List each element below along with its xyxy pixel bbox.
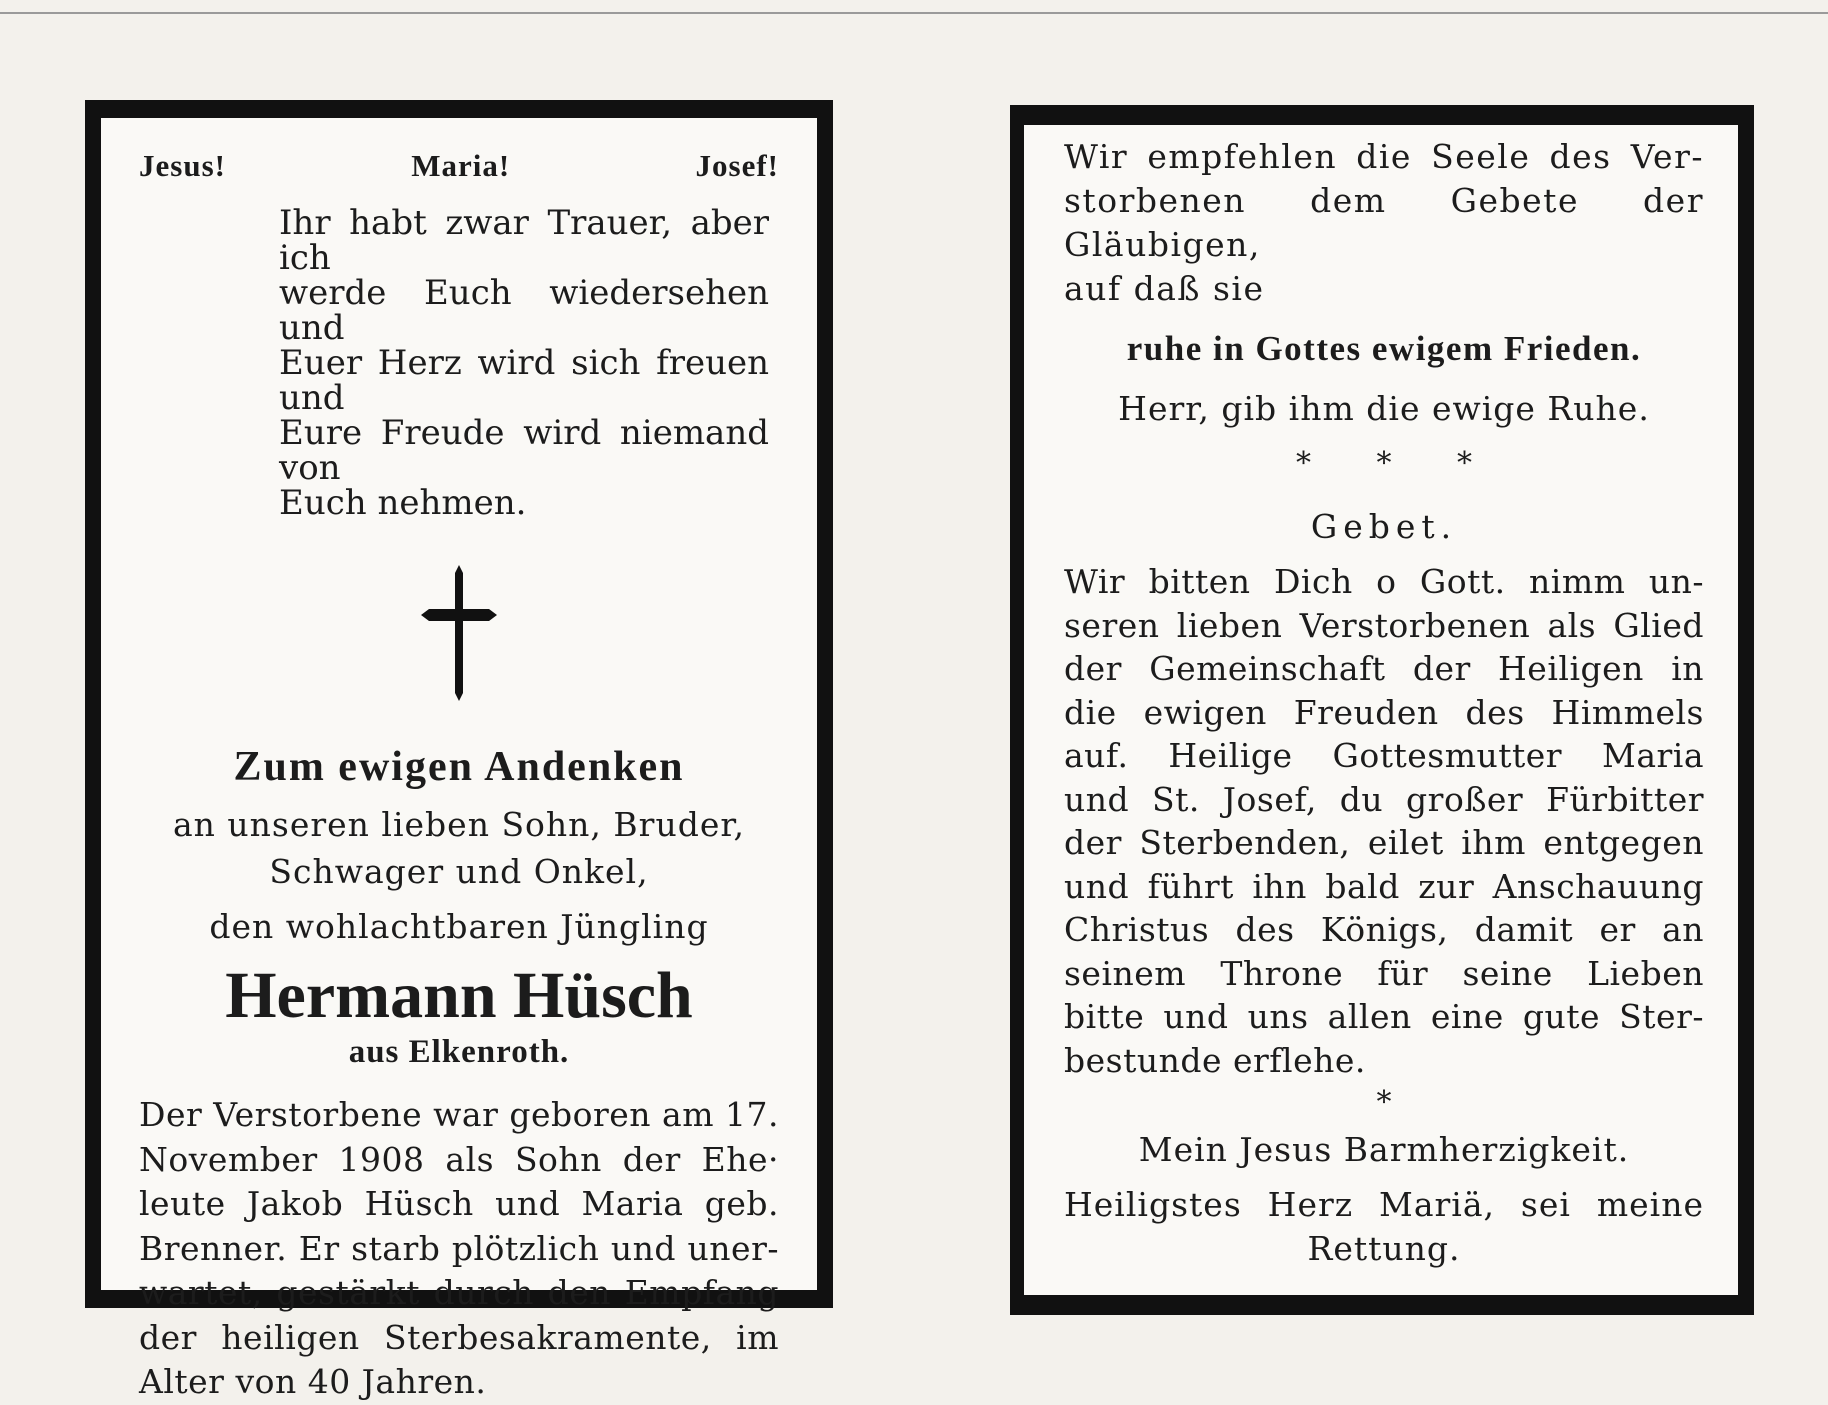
prayer-line: der Gemeinschaft der Heiligen in [1064,649,1704,688]
cross-icon [419,565,499,705]
origin-text: aus Elkenroth. [348,1034,570,1070]
verse-line: Euch nehmen. [279,483,527,523]
prayer-paragraph [1064,560,1704,1082]
scripture-verse [279,203,769,523]
deceased-name: Hermann Hüsch [225,959,693,1032]
memorial-card-right [1010,105,1754,1315]
bio-line: Der Verstorbene war geboren am 17. [139,1095,779,1134]
prayer-line: der Sterbenden, eilet ihm entgegen [1064,823,1704,862]
memorial-heading: Zum ewigen Andenken [233,744,685,790]
verse-line: Eure Freude wird niemand von [279,413,769,488]
herz-line: Rettung. [1307,1229,1461,1268]
holy-names-row [139,148,779,184]
prayer-title: Gebet. [1310,507,1458,546]
scan-edge-line [0,12,1828,14]
herz-maria-lines [1064,1183,1704,1271]
prayer-line: und führt ihn bald zur Anschauung [1064,866,1704,906]
prayer-line: bestunde erflehe. [1064,1040,1366,1080]
verse-line: werde Euch wiedersehen und [279,273,769,348]
intro-line: storbenen dem Gebete der Gläubigen, [1064,181,1704,264]
name-jesus: Jesus! [139,148,226,183]
dedication-line: den wohlachtbaren Jüngling [209,907,709,946]
ruhe-line: ruhe in Gottes ewigem Frieden. [1126,329,1642,368]
prayer-line: Christus des Königs, damit er an [1064,910,1704,949]
prayer-line: seren lieben Verstorbenen als Glied [1064,605,1704,645]
prayer-line: die ewigen Freuden des Himmels [1064,692,1704,732]
intro-line: Wir empfehlen die Seele des Ver- [1064,137,1704,176]
dedication-line: an unseren lieben Sohn, Bruder, [172,805,745,844]
dedication-line: Schwager und Onkel, [269,852,649,891]
star-divider-single: * [1376,1085,1392,1120]
bio-line: November 1908 als Sohn der Ehe· [139,1139,779,1179]
herz-line: Heiligstes Herz Mariä, sei meine [1064,1185,1704,1224]
prayer-line: seinem Throne für seine Lieben [1064,953,1704,993]
verse-line: Euer Herz wird sich freuen und [279,343,769,418]
herr-line: Herr, gib ihm die ewige Ruhe. [1118,389,1650,428]
name-josef: Josef! [695,148,779,183]
jesus-line: Mein Jesus Barmherzigkeit. [1138,1130,1630,1169]
star-divider: * * * [1295,446,1501,481]
verse-line: Ihr habt zwar Trauer, aber ich [279,203,769,278]
biography-paragraph [139,1093,779,1405]
prayer-line: auf. Heilige Gottesmutter Maria [1064,736,1704,775]
bio-line: leute Jakob Hüsch und Maria geb. [139,1184,779,1223]
name-maria: Maria! [411,148,511,183]
prayer-line: Wir bitten Dich o Gott. nimm un- [1064,562,1704,601]
bio-line: Brenner. Er starb plötzlich und uner- [139,1228,779,1268]
bio-line: wartet, gestärkt durch den Empfang [139,1273,779,1312]
intro-line: auf daß sie [1064,269,1265,308]
bio-line: der heiligen Sterbesakramente, im [139,1317,779,1357]
intro-paragraph [1064,135,1704,311]
bio-line: Alter von 40 Jahren. [139,1362,487,1401]
prayer-line: und St. Josef, du großer Fürbitter [1064,779,1704,819]
memorial-card-left [85,100,833,1401]
prayer-line: bitte und uns allen eine gute Ster- [1064,997,1704,1036]
